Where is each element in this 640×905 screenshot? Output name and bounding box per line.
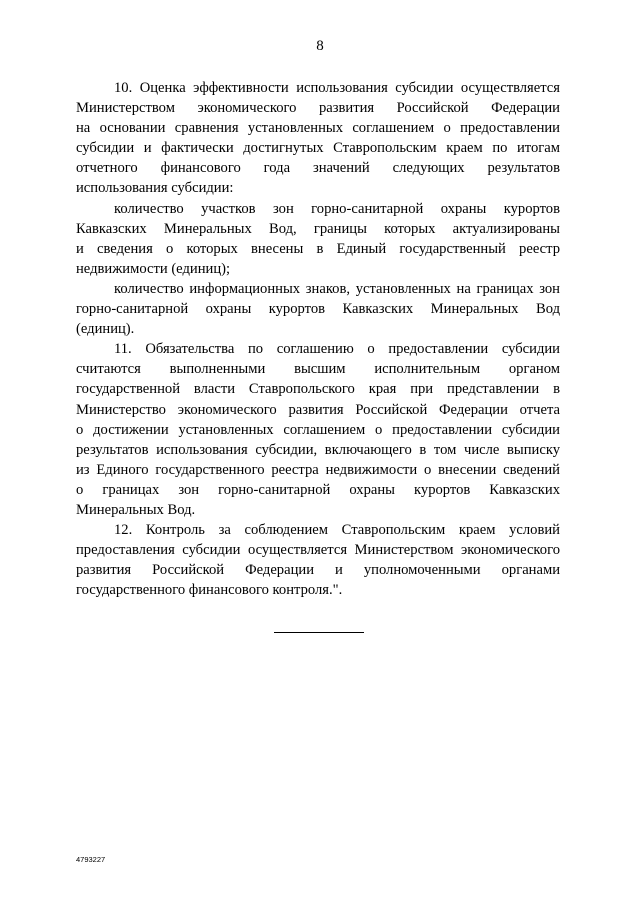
text-line: использования субсидии: xyxy=(76,180,234,197)
text-line: горно-санитарной охраны курортов Кавказских Минеральных Вод xyxy=(76,301,560,318)
page-number: 8 xyxy=(316,38,324,54)
document-code: 4793227 xyxy=(76,855,106,864)
text-line: 12. Контроль за соблюдением Ставропольским краем условий xyxy=(114,522,560,539)
text-line: государственного финансового контроля.". xyxy=(76,582,343,599)
text-line: развития Российской Федерации и уполномоченными органами xyxy=(76,562,560,579)
text-line: недвижимости (единиц); xyxy=(76,260,231,277)
text-line: количество информационных знаков, установленных на границах зон xyxy=(114,280,560,297)
text-line: 10. Оценка эффективности использования субсидии осуществляется xyxy=(114,80,560,96)
text-line: Минеральных Вод. xyxy=(76,501,196,518)
text-line: (единиц). xyxy=(76,321,135,338)
result-item-2 xyxy=(76,279,560,339)
document-body xyxy=(76,78,560,600)
text-line: субсидии и фактически достигнутых Ставропольским краем по итогам xyxy=(76,140,560,157)
text-line: предоставления субсидии осуществляется Министерством экономического xyxy=(76,542,560,559)
text-line: государственной власти Ставропольского края при представлении в xyxy=(76,381,560,398)
text-line: Министерство экономического развития Российской Федерации отчета xyxy=(76,401,560,418)
text-line: количество участков зон горно-санитарной охраны курортов xyxy=(114,200,560,217)
paragraph-10 xyxy=(76,78,560,199)
text-line: результатов использования субсидии, включающего в том числе выписку xyxy=(76,441,560,458)
text-line: и сведения о которых внесены в Единый государственный реестр xyxy=(76,240,560,257)
text-line: о достижении установленных соглашением о предоставлении субсидии xyxy=(76,421,560,438)
text-line: считаются выполненными высшим исполнительным органом xyxy=(76,361,560,378)
text-line: о границах зон горно-санитарной охраны курортов Кавказских xyxy=(76,481,560,498)
result-item-1 xyxy=(76,199,560,279)
section-divider xyxy=(274,632,364,633)
text-line: Министерством экономического развития Российской Федерации xyxy=(76,100,560,117)
text-line: отчетного финансового года значений следующих результатов xyxy=(76,160,560,177)
text-line: на основании сравнения установленных соглашением о предоставлении xyxy=(76,120,560,137)
text-line: из Единого государственного реестра недвижимости о внесении сведений xyxy=(76,461,560,478)
text-line: 11. Обязательства по соглашению о предоставлении субсидии xyxy=(114,341,560,358)
text-line: Кавказских Минеральных Вод, границы которых актуализированы xyxy=(76,220,560,237)
paragraph-12 xyxy=(76,520,560,600)
paragraph-11 xyxy=(76,339,560,520)
